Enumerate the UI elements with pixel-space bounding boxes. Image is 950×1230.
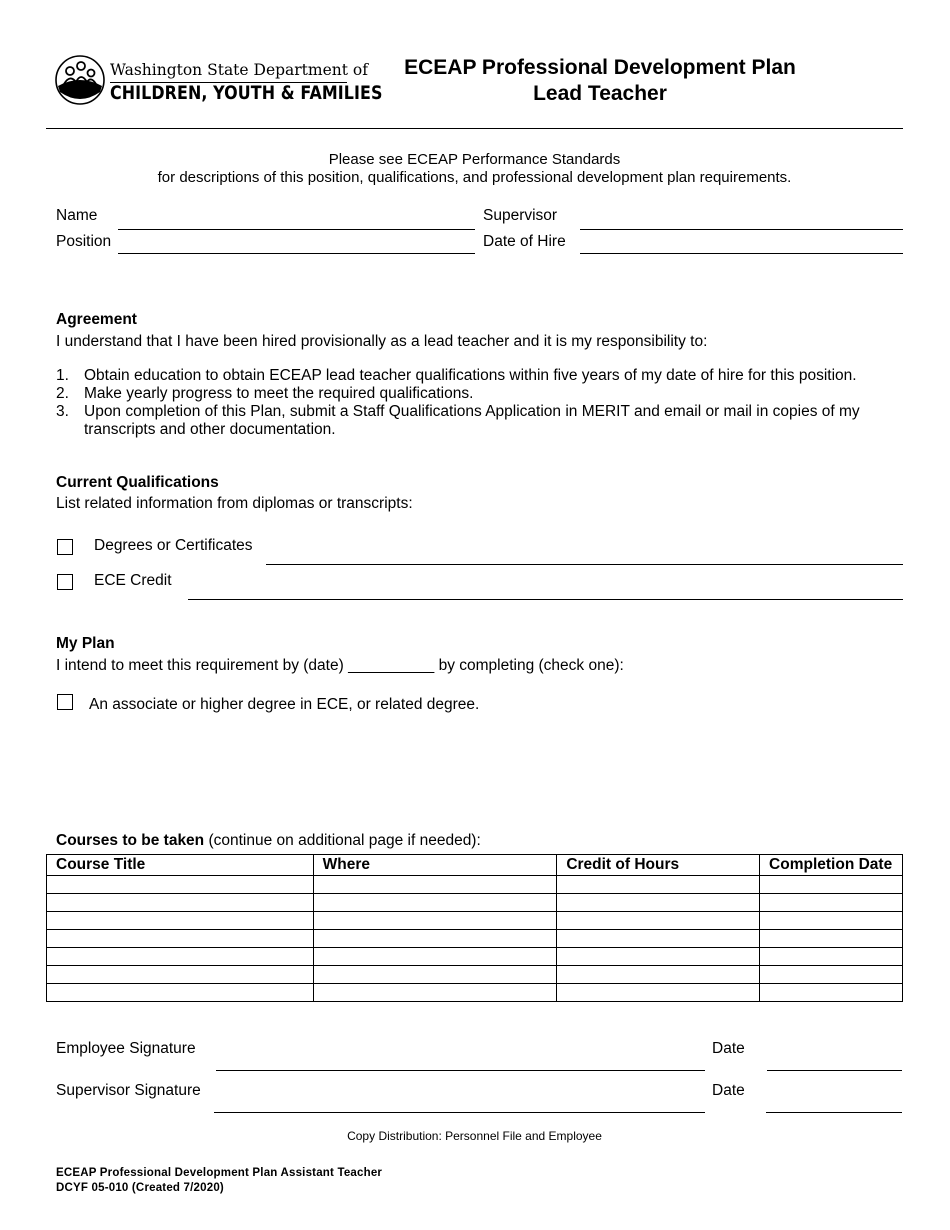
table-cell[interactable]: [557, 876, 760, 894]
table-row: [47, 984, 903, 1002]
page-title: [380, 55, 820, 107]
agreement-item-3-num: 3.: [56, 403, 69, 420]
agreement-item-3: Upon completion of this Plan, submit a Staff Qualifications Application in MERIT and email or mail in copies of my transcripts and other documentation.: [84, 403, 860, 438]
date-of-hire-label: Date of Hire: [483, 233, 566, 250]
table-cell[interactable]: [557, 894, 760, 912]
my-plan-heading: My Plan: [56, 635, 115, 652]
supervisor-label: Supervisor: [483, 207, 558, 224]
agreement-item-2-num: 2.: [56, 385, 69, 402]
col-completion-date: Completion Date: [760, 855, 903, 876]
associate-degree-option: An associate or higher degree in ECE, or related degree.: [89, 696, 480, 713]
footer-form-number: DCYF 05-010 (Created 7/2020): [56, 1182, 224, 1194]
table-cell[interactable]: [47, 966, 314, 984]
courses-table: [46, 854, 903, 1002]
courses-heading-bold: Courses to be taken: [56, 832, 205, 849]
dcyf-logo: [54, 54, 383, 108]
col-credit-of-hours: Credit of Hours: [557, 855, 760, 876]
table-cell[interactable]: [760, 912, 903, 930]
current-qualifications-heading: Current Qualifications: [56, 474, 219, 491]
col-course-title: Course Title: [47, 855, 314, 876]
agreement-item-2: Make yearly progress to meet the required qualifications.: [84, 385, 474, 402]
table-cell[interactable]: [760, 930, 903, 948]
table-cell[interactable]: [313, 930, 557, 948]
table-cell[interactable]: [760, 966, 903, 984]
table-cell[interactable]: [557, 912, 760, 930]
logo-org-text: CHILDREN, YOUTH & FAMILIES: [110, 83, 383, 104]
name-field[interactable]: [118, 229, 475, 230]
table-cell[interactable]: [557, 930, 760, 948]
table-cell[interactable]: [760, 894, 903, 912]
ece-credit-field[interactable]: [188, 599, 903, 600]
supervisor-date-label: Date: [712, 1082, 745, 1099]
my-plan-intent: I intend to meet this requirement by (date) __________ by completing (check one):: [56, 657, 624, 674]
col-where: Where: [313, 855, 557, 876]
table-cell[interactable]: [557, 966, 760, 984]
table-cell[interactable]: [760, 984, 903, 1002]
intro-line-1: Please see ECEAP Performance Standards: [328, 151, 621, 168]
table-cell[interactable]: [760, 876, 903, 894]
table-cell[interactable]: [313, 966, 557, 984]
table-cell[interactable]: [760, 948, 903, 966]
title-line-2: Lead Teacher: [533, 82, 667, 105]
agreement-item-1: Obtain education to obtain ECEAP lead teacher qualifications within five years of my date of hire for this position.: [84, 367, 857, 384]
table-row: [47, 912, 903, 930]
degrees-label: Degrees or Certificates: [94, 537, 253, 554]
header-divider: [46, 128, 903, 129]
ece-credit-label: ECE Credit: [94, 572, 172, 589]
supervisor-date-field[interactable]: [766, 1112, 902, 1113]
courses-header-row: [47, 855, 903, 876]
supervisor-signature-field[interactable]: [214, 1112, 705, 1113]
employee-signature-label: Employee Signature: [56, 1040, 196, 1057]
table-cell[interactable]: [47, 912, 314, 930]
degrees-field[interactable]: [266, 564, 903, 565]
supervisor-field[interactable]: [580, 229, 903, 230]
courses-heading: [56, 832, 481, 850]
date-of-hire-field[interactable]: [580, 253, 903, 254]
ece-credit-checkbox[interactable]: [57, 574, 73, 590]
table-cell[interactable]: [47, 930, 314, 948]
table-row: [47, 948, 903, 966]
footer-form-title: ECEAP Professional Development Plan Assistant Teacher: [56, 1167, 383, 1179]
intro-line-2: for descriptions of this position, qualifications, and professional development plan requirements.: [157, 169, 792, 186]
employee-signature-field[interactable]: [216, 1070, 705, 1071]
agreement-item-1-num: 1.: [56, 367, 69, 384]
logo-department-text: Washington State Department of: [110, 61, 368, 79]
table-row: [47, 876, 903, 894]
table-row: [47, 894, 903, 912]
table-cell[interactable]: [47, 984, 314, 1002]
intro-text: [46, 151, 903, 187]
table-cell[interactable]: [47, 894, 314, 912]
table-cell[interactable]: [557, 948, 760, 966]
associate-degree-checkbox[interactable]: [57, 694, 73, 710]
table-cell[interactable]: [47, 876, 314, 894]
supervisor-signature-label: Supervisor Signature: [56, 1082, 201, 1099]
dcyf-emblem-icon: [54, 54, 106, 106]
current-qualifications-intro: List related information from diplomas or transcripts:: [56, 495, 413, 512]
table-row: [47, 930, 903, 948]
position-label: Position: [56, 233, 112, 250]
agreement-heading: Agreement: [56, 311, 137, 328]
table-cell[interactable]: [313, 912, 557, 930]
table-cell[interactable]: [313, 894, 557, 912]
table-cell[interactable]: [313, 984, 557, 1002]
employee-date-label: Date: [712, 1040, 745, 1057]
position-field[interactable]: [118, 253, 475, 254]
table-cell[interactable]: [557, 984, 760, 1002]
copy-distribution: Copy Distribution: Personnel File and Employee: [347, 1129, 602, 1143]
table-cell[interactable]: [313, 948, 557, 966]
table-row: [47, 966, 903, 984]
name-label: Name: [56, 207, 98, 224]
table-cell[interactable]: [47, 948, 314, 966]
employee-date-field[interactable]: [767, 1070, 902, 1071]
title-line-1: ECEAP Professional Development Plan: [404, 56, 796, 79]
courses-heading-rest: (continue on additional page if needed):: [204, 832, 481, 849]
degrees-checkbox[interactable]: [57, 539, 73, 555]
table-cell[interactable]: [313, 876, 557, 894]
agreement-intro: I understand that I have been hired provisionally as a lead teacher and it is my responsibility to:: [56, 333, 708, 350]
